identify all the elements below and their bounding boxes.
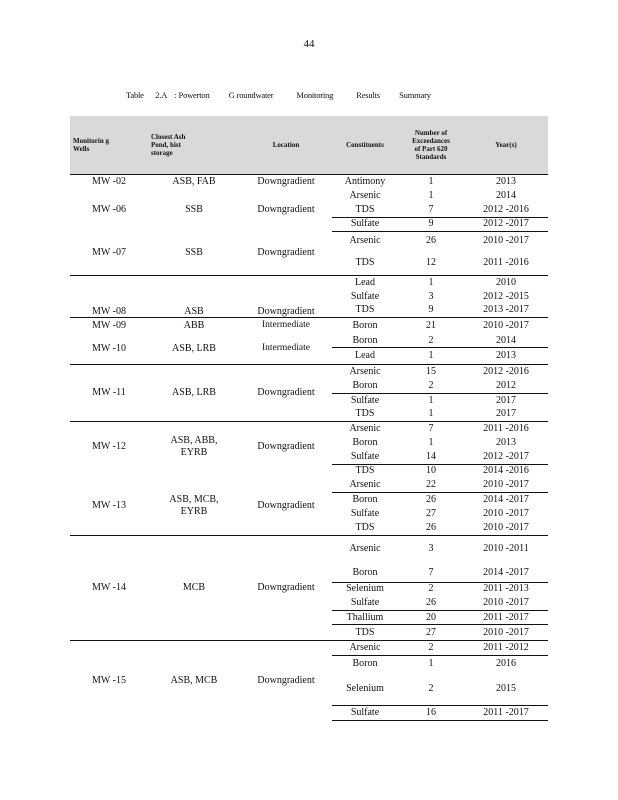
exceedance-count-cell: 21 bbox=[398, 318, 464, 334]
constituent-cell: Arsenic bbox=[332, 641, 398, 656]
page-number: 44 bbox=[303, 38, 315, 50]
years-cell: 2014 bbox=[496, 334, 516, 346]
table-row bbox=[70, 535, 548, 565]
exceedance-count-cell: 2 bbox=[398, 582, 464, 596]
location-cell: Downgradient bbox=[240, 275, 332, 318]
constituent-cell: Sulfate bbox=[350, 597, 380, 609]
constituent-cell: Selenium bbox=[346, 682, 384, 694]
exceedance-count-cell: 2 bbox=[398, 641, 464, 656]
header-wells: Monitorin g Wells bbox=[70, 116, 148, 175]
years-cell: 2017 bbox=[496, 408, 516, 420]
exceedance-count-cell: 1 bbox=[398, 393, 464, 407]
constituent-cell: Arsenic bbox=[349, 189, 381, 201]
constituent-cell: Selenium bbox=[332, 582, 398, 596]
exceedance-count-cell: 7 bbox=[428, 203, 434, 215]
exceedance-count-cell: 2 bbox=[428, 379, 434, 391]
pond-cell: ASB, MCB, EYRB bbox=[169, 494, 219, 518]
table-row bbox=[70, 175, 548, 189]
constituent-cell: Sulfate bbox=[350, 450, 380, 462]
years-cell: 2011 -2017 bbox=[464, 706, 548, 721]
constituent-cell: Boron bbox=[332, 318, 398, 334]
header-location: Location bbox=[240, 116, 332, 175]
exceedance-count-cell: 27 bbox=[398, 625, 464, 641]
constituent-cell: TDS bbox=[355, 256, 375, 268]
table-row bbox=[70, 231, 548, 250]
table-row bbox=[70, 318, 548, 334]
header-constituents: Constituents bbox=[332, 116, 398, 175]
years-cell: 2014 bbox=[496, 189, 516, 201]
pond-cell: ASB, LRB bbox=[148, 365, 240, 422]
constituent-cell: Boron bbox=[332, 493, 398, 507]
exceedance-count-cell: 7 bbox=[428, 567, 434, 579]
years-cell: 2010 -2017 bbox=[483, 597, 529, 609]
exceedance-count-cell: 26 bbox=[398, 231, 464, 250]
constituent-cell: TDS bbox=[355, 203, 375, 215]
table-row bbox=[70, 641, 548, 656]
location-cell: Downgradient bbox=[240, 535, 332, 641]
years-cell: 2010 -2017 bbox=[483, 507, 529, 519]
years-cell: 2012 -2017 bbox=[464, 217, 548, 231]
years-cell: 2013 -2017 bbox=[483, 304, 529, 316]
constituent-cell: Sulfate bbox=[332, 393, 398, 407]
well-cell: MW -15 bbox=[70, 641, 148, 721]
exceedance-count-cell: 2 bbox=[428, 334, 434, 346]
exceedance-count-cell: 26 bbox=[398, 493, 464, 507]
table-row bbox=[70, 365, 548, 379]
table-row bbox=[70, 334, 548, 348]
pond-cell: SSB bbox=[185, 247, 203, 258]
constituent-cell: Sulfate bbox=[332, 706, 398, 721]
constituent-cell: Sulfate bbox=[350, 290, 380, 302]
location-cell: Downgradient bbox=[240, 175, 332, 189]
years-cell: 2010 -2017 bbox=[483, 521, 529, 533]
years-cell: 2010 -2017 bbox=[464, 231, 548, 250]
constituent-cell: Arsenic bbox=[332, 231, 398, 250]
constituent-cell: Lead bbox=[332, 348, 398, 365]
well-cell: MW -14 bbox=[70, 535, 148, 641]
exceedance-count-cell: 14 bbox=[426, 450, 436, 462]
table-row bbox=[70, 275, 548, 289]
exceedance-count-cell: 1 bbox=[398, 175, 464, 189]
years-cell: 2016 bbox=[464, 656, 548, 673]
constituent-cell: Boron bbox=[352, 334, 378, 346]
years-cell: 2017 bbox=[464, 393, 548, 407]
years-cell: 2012 bbox=[496, 379, 516, 391]
constituent-cell: Sulfate bbox=[332, 217, 398, 231]
years-cell: 2010 bbox=[464, 275, 548, 289]
exceedance-count-cell: 15 bbox=[398, 365, 464, 379]
years-cell: 2010 -2017 bbox=[483, 479, 529, 491]
exceedance-count-cell: 20 bbox=[398, 610, 464, 624]
years-cell: 2013 bbox=[496, 436, 516, 448]
table-caption: Table 2.A : Powerton G roundwater Monitoring Results Summary bbox=[126, 90, 431, 100]
years-cell: 2010 -2011 bbox=[464, 535, 548, 565]
exceedance-count-cell: 3 bbox=[428, 290, 434, 302]
exceedance-count-cell: 1 bbox=[398, 348, 464, 365]
years-cell: 2011 -2016 bbox=[464, 422, 548, 436]
location-cell: Downgradient bbox=[240, 365, 332, 422]
exceedance-count-cell: 3 bbox=[398, 535, 464, 565]
exceedance-count-cell: 16 bbox=[398, 706, 464, 721]
constituent-cell: Boron bbox=[332, 656, 398, 673]
years-cell: 2011 -2012 bbox=[464, 641, 548, 656]
pond-cell: MCB bbox=[148, 535, 240, 641]
constituent-cell: TDS bbox=[355, 408, 375, 420]
years-cell: 2014 -2017 bbox=[483, 567, 529, 579]
exceedance-count-cell: 1 bbox=[398, 656, 464, 673]
constituent-cell: TDS bbox=[355, 304, 375, 316]
well-cell: MW -06 bbox=[92, 203, 126, 215]
well-cell: MW -09 bbox=[70, 318, 148, 334]
header-years: Year(s) bbox=[464, 116, 548, 175]
exceedance-count-cell: 1 bbox=[428, 408, 434, 420]
exceedance-count-cell: 26 bbox=[426, 521, 436, 533]
exceedance-count-cell: 7 bbox=[398, 422, 464, 436]
years-cell: 2014 -2016 bbox=[464, 464, 548, 478]
years-cell: 2013 bbox=[464, 348, 548, 365]
exceedance-count-cell: 2 bbox=[428, 682, 434, 694]
constituent-cell: TDS bbox=[355, 521, 375, 533]
exceedance-count-cell: 10 bbox=[398, 464, 464, 478]
constituent-cell: Arsenic bbox=[349, 479, 381, 491]
pond-cell: SSB bbox=[185, 203, 203, 215]
constituent-cell: TDS bbox=[332, 464, 398, 478]
exceedance-count-cell: 9 bbox=[398, 217, 464, 231]
well-cell: MW -10 bbox=[92, 343, 126, 355]
well-cell: MW -02 bbox=[70, 175, 148, 189]
years-cell: 2011 -2016 bbox=[483, 256, 529, 268]
well-cell: MW -12 bbox=[70, 422, 148, 479]
pond-cell: ASB, LRB bbox=[172, 343, 216, 355]
pond-cell: ASB, MCB bbox=[148, 641, 240, 721]
constituent-cell: Lead bbox=[332, 275, 398, 289]
exceedance-count-cell: 22 bbox=[426, 479, 436, 491]
exceedance-count-cell: 1 bbox=[398, 275, 464, 289]
table-row bbox=[70, 478, 548, 492]
exceedance-count-cell: 26 bbox=[426, 597, 436, 609]
location-cell: Intermediate bbox=[261, 343, 310, 354]
well-cell: MW -13 bbox=[92, 500, 126, 512]
header-ash-pond: Closest Ash Pond, hist storage bbox=[148, 116, 240, 175]
groundwater-summary-table bbox=[70, 116, 548, 721]
exceedance-count-cell: 27 bbox=[426, 507, 436, 519]
constituent-cell: Sulfate bbox=[350, 507, 380, 519]
constituent-cell: TDS bbox=[332, 625, 398, 641]
years-cell: 2012 -2015 bbox=[483, 290, 529, 302]
years-cell: 2010 -2017 bbox=[464, 318, 548, 334]
well-cell: MW -08 bbox=[70, 275, 148, 318]
location-cell: Downgradient bbox=[240, 422, 332, 479]
pond-cell: ASB bbox=[148, 275, 240, 318]
table-row bbox=[70, 422, 548, 436]
constituent-cell: Boron bbox=[352, 567, 378, 579]
location-cell: Downgradient bbox=[240, 641, 332, 721]
location-cell: Downgradient bbox=[257, 203, 315, 215]
years-cell: 2010 -2017 bbox=[464, 625, 548, 641]
pond-cell: ABB bbox=[148, 318, 240, 334]
years-cell: 2013 bbox=[464, 175, 548, 189]
constituent-cell: Thallium bbox=[332, 610, 398, 624]
years-cell: 2012 -2017 bbox=[483, 450, 529, 462]
years-cell: 2011 -2017 bbox=[464, 610, 548, 624]
years-cell: 2015 bbox=[496, 682, 516, 694]
years-cell: 2011 -2013 bbox=[464, 582, 548, 596]
exceedance-count-cell: 1 bbox=[428, 189, 434, 201]
table-body bbox=[70, 175, 548, 721]
constituent-cell: Boron bbox=[352, 379, 378, 391]
exceedance-count-cell: 9 bbox=[428, 304, 434, 316]
location-cell: Downgradient bbox=[257, 500, 315, 512]
exceedance-count-cell: 1 bbox=[428, 436, 434, 448]
constituent-cell: Arsenic bbox=[332, 535, 398, 565]
well-cell: MW -07 bbox=[92, 247, 126, 258]
table-row bbox=[70, 189, 548, 203]
well-cell: MW -11 bbox=[70, 365, 148, 422]
exceedance-count-cell: 12 bbox=[426, 256, 436, 268]
pond-cell: ASB, ABB, EYRB bbox=[148, 422, 240, 479]
location-cell: Downgradient bbox=[257, 247, 315, 258]
constituent-cell: Arsenic bbox=[332, 422, 398, 436]
location-cell: Intermediate bbox=[240, 318, 332, 334]
constituent-cell: Antimony bbox=[332, 175, 398, 189]
constituent-cell: Arsenic bbox=[332, 365, 398, 379]
constituent-cell: Boron bbox=[352, 436, 378, 448]
pond-cell: ASB, FAB bbox=[148, 175, 240, 189]
table-header bbox=[70, 116, 548, 175]
years-cell: 2014 -2017 bbox=[464, 493, 548, 507]
years-cell: 2012 -2016 bbox=[464, 365, 548, 379]
years-cell: 2012 -2016 bbox=[483, 203, 529, 215]
header-exceedances: Number of Exceedances of Part 620 Standards bbox=[398, 116, 464, 175]
